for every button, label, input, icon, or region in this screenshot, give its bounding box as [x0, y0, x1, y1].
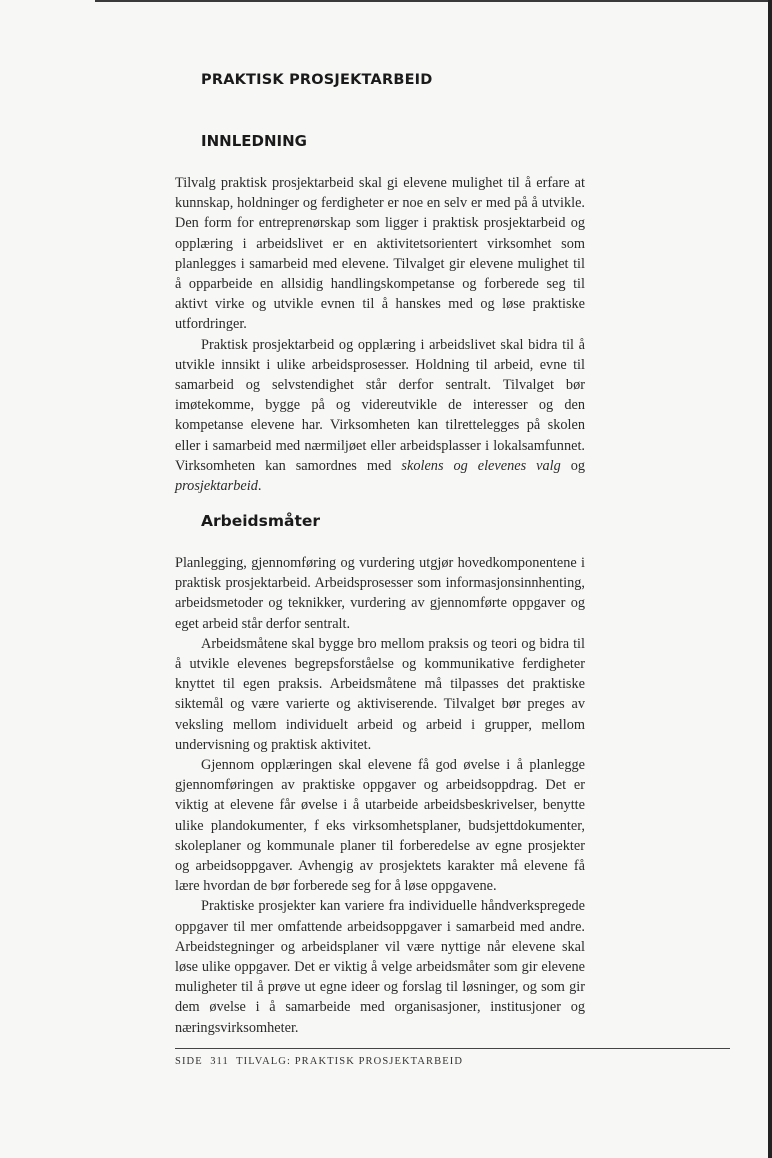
page-edge: [768, 0, 772, 1158]
page-number: 311: [210, 1056, 229, 1067]
paragraph: Arbeidsmåtene skal bygge bro mellom praksis og teori og bidra til å utvikle elevenes begrepsforståelse og kommunikative ferdigheter knyttet til egen praksis. Arbeidsmåtene må tilpasses det praktiske siktemål og være varierte og aktiviserende. Tilvalget bør preges av veksling mellom individuelt arbeid og arbeid i grupper, mellom undervisning og praktisk aktivitet.: [175, 635, 585, 753]
top-rule: [95, 0, 772, 2]
section-arbeidsmater-body: [175, 553, 585, 1038]
section-heading-arbeidsmater: Arbeidsmåter: [201, 512, 321, 530]
paragraph: Tilvalg praktisk prosjektarbeid skal gi elevene mulighet til å erfare at kunnskap, holdninger og ferdigheter er noe en selv er med på å utvikle. Den form for entreprenørskap som ligger i praktisk prosjektarbeid og opplæring i arbeidslivet er en aktivitetsorientert virksomhet som planlegges i samarbeid med elevene. Tilvalget gir elevene mulighet til å opparbeide en allsidig handlingskompetanse og forberede seg til aktivt virke og utvikle evnen til å hanskes med og løse praktiske utfordringer.: [175, 175, 585, 333]
paragraph-text: og: [560, 457, 585, 474]
emphasis-text: skolens og elevenes valg: [401, 457, 561, 474]
paragraph-text: .: [257, 478, 262, 495]
page-title: PRAKTISK PROSJEKTARBEID: [201, 72, 433, 88]
section-innledning-body: [175, 173, 585, 496]
paragraph-text: Praktisk prosjektarbeid og opplæring i arbeidslivet skal bidra til å utvikle innsikt i ulike arbeidsprosesser. Holdning til arbeid, evne til samarbeid og selvstendighet står derfor sentralt. Tilvalget bør imøtekomme, bygge på og videreutvikle de interesser og den kompetanse elevene har. Virksomheten kan tilrettelegges på skolen eller i samarbeid med nærmiljøet eller arbeidsplasser i lokalsamfunnet. Virksomheten kan samordnes med: [175, 336, 585, 474]
paragraph: [175, 335, 585, 497]
paragraph: Praktiske prosjekter kan variere fra individuelle håndverkspregede oppgaver til mer omfattende arbeidsoppgaver i samarbeid med andre. Arbeidstegninger og arbeidsplaner vil være nyttige når elevene skal løse ulike oppgaver. Det er viktig å velge arbeidsmåter som gir elevene muligheter til å prøve ut egne ideer og forslag til løsninger, og som gir dem øvelse i å samarbeide med organisasjoner, institusjoner og næringsvirksomheter.: [175, 898, 585, 1036]
running-title: TILVALG: PRAKTISK PROSJEKTARBEID: [236, 1056, 464, 1067]
footer-rule: [175, 1048, 730, 1049]
page-footer: [175, 1056, 463, 1067]
section-heading-innledning: INNLEDNING: [201, 132, 307, 150]
paragraph: Planlegging, gjennomføring og vurdering utgjør hovedkomponentene i praktisk prosjektarbeid. Arbeidsprosesser som informasjonsinnhenting, arbeidsmetoder og teknikker, vurdering av gjennomførte oppgaver og eget arbeid står derfor sentralt.: [175, 555, 585, 632]
emphasis-text: prosjektarbeid: [175, 478, 258, 495]
paragraph: Gjennom opplæringen skal elevene få god øvelse i å planlegge gjennomføringen av praktiske oppgaver og arbeidsoppdrag. Det er viktig at elevene får øvelse i å utarbeide arbeidsbeskrivelser, benytte ulike plandokumenter, f eks virksomhetsplaner, budsjettdokumenter, skoleplaner og kommunale planer til forberedelse av egne prosjekter og arbeidsoppgaver. Avhengig av prosjektets karakter må elevene få lære hvordan de bør forberede seg for å løse oppgavene.: [175, 757, 585, 895]
footer-side-label: SIDE: [175, 1056, 203, 1067]
